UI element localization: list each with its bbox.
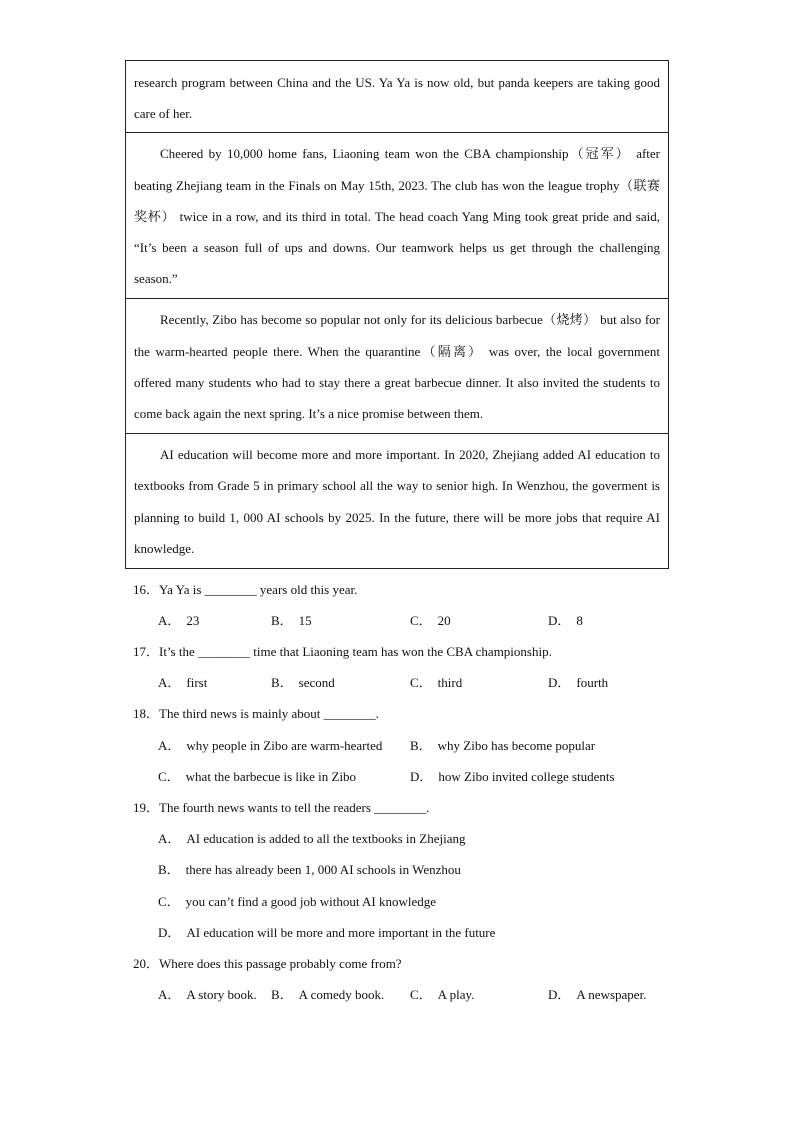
q17-option-c[interactable] — [410, 674, 462, 692]
question-18-stem: 18．The third news is mainly about ________. — [133, 706, 379, 721]
option-letter: A． — [158, 831, 181, 846]
q17-option-b[interactable] — [271, 674, 335, 692]
q20-option-b[interactable] — [271, 986, 384, 1004]
passage-text-1: research program between China and the US. Ya Ya is now old, but panda keepers are taking good care of her. — [134, 75, 660, 122]
passage-table — [125, 60, 669, 569]
option-text: what the barbecue is like in Zibo — [185, 769, 357, 784]
q18-option-c[interactable] — [158, 768, 356, 786]
option-text: A newspaper. — [576, 987, 647, 1002]
option-letter: B． — [271, 987, 293, 1002]
option-text: why people in Zibo are warm-hearted — [186, 738, 383, 753]
option-letter: A． — [158, 738, 181, 753]
q16-option-d[interactable] — [548, 612, 583, 630]
q19-option-b[interactable] — [158, 861, 461, 879]
option-letter: D． — [158, 925, 181, 940]
option-text: fourth — [576, 675, 609, 690]
question-19-stem: 19．The fourth news wants to tell the readers ________. — [133, 800, 430, 815]
option-letter: A． — [158, 675, 181, 690]
option-letter: D． — [410, 769, 433, 784]
option-text: 23 — [186, 613, 200, 628]
q19-option-d[interactable] — [158, 924, 495, 942]
q19-option-c[interactable] — [158, 893, 436, 911]
passage-text-4: AI education will become more and more important. In 2020, Zhejiang added AI education to textbooks from Grade 5 in primary school all the way to senior high. In Wenzhou, the goverment is planning to build 1, 000 AI schools by 2025. In the future, there will be more jobs that require AI knowledge. — [134, 447, 660, 556]
passage-text-3: Recently, Zibo has become so popular not only for its delicious barbecue（烧烤） but also for the warm-hearted people there. When the quarantine（隔离） was over, the local government offered many students who had to stay there a great barbecue dinner. It also invited the students to come back again the next spring. It’s a nice promise between them. — [134, 312, 660, 422]
option-text: 15 — [298, 613, 312, 628]
q18-option-a[interactable] — [158, 737, 382, 755]
question-17-stem: 17．It’s the ________ time that Liaoning team has won the CBA championship. — [133, 644, 552, 659]
q16-option-a[interactable] — [158, 612, 199, 630]
q20-option-c[interactable] — [410, 986, 474, 1004]
q17-option-d[interactable] — [548, 674, 608, 692]
option-text: second — [298, 675, 335, 690]
option-text: first — [186, 675, 208, 690]
option-letter: C． — [158, 894, 180, 909]
question-16-stem: 16．Ya Ya is ________ years old this year. — [133, 582, 358, 597]
option-letter: B． — [410, 738, 432, 753]
option-letter: C． — [410, 987, 432, 1002]
option-text: you can’t find a good job without AI knowledge — [185, 894, 437, 909]
q19-option-a[interactable] — [158, 830, 465, 848]
option-text: how Zibo invited college students — [438, 769, 615, 784]
option-text: why Zibo has become popular — [437, 738, 596, 753]
option-text: there has already been 1, 000 AI schools in Wenzhou — [185, 862, 461, 877]
option-letter: B． — [271, 613, 293, 628]
option-text: 20 — [437, 613, 451, 628]
option-letter: C． — [410, 675, 432, 690]
option-letter: A． — [158, 987, 181, 1002]
q18-option-d[interactable] — [410, 768, 615, 786]
q16-option-b[interactable] — [271, 612, 312, 630]
q20-option-a[interactable] — [158, 986, 257, 1004]
option-letter: A． — [158, 613, 181, 628]
option-text: A comedy book. — [298, 987, 385, 1002]
option-letter: B． — [158, 862, 180, 877]
q16-option-c[interactable] — [410, 612, 451, 630]
option-letter: D． — [548, 675, 571, 690]
q18-option-b[interactable] — [410, 737, 595, 755]
passage-cell-1 — [126, 61, 668, 132]
option-letter: D． — [548, 987, 571, 1002]
option-letter: D． — [548, 613, 571, 628]
q20-option-d[interactable] — [548, 986, 646, 1004]
passage-text-2: Cheered by 10,000 home fans, Liaoning team won the CBA championship（冠军） after beating Zhejiang team in the Finals on May 15th, 2023. The club has won the league trophy（联赛奖杯） twice in a row, and its third in total. The head coach Yang Ming took great pride and said, “It’s been a season full of ups and downs. Our teamwork helps us get through the challenging season.” — [134, 146, 660, 287]
question-20-stem: 20．Where does this passage probably come from? — [133, 956, 402, 971]
passage-cell-3 — [126, 298, 668, 433]
option-text: 8 — [576, 613, 583, 628]
option-text: AI education is added to all the textbooks in Zhejiang — [186, 831, 466, 846]
passage-cell-4 — [126, 433, 668, 568]
option-text: AI education will be more and more important in the future — [186, 925, 496, 940]
option-letter: C． — [158, 769, 180, 784]
option-text: A play. — [437, 987, 475, 1002]
q17-option-a[interactable] — [158, 674, 207, 692]
option-text: third — [437, 675, 463, 690]
option-text: A story book. — [186, 987, 257, 1002]
option-letter: B． — [271, 675, 293, 690]
passage-cell-2 — [126, 132, 668, 298]
option-letter: C． — [410, 613, 432, 628]
